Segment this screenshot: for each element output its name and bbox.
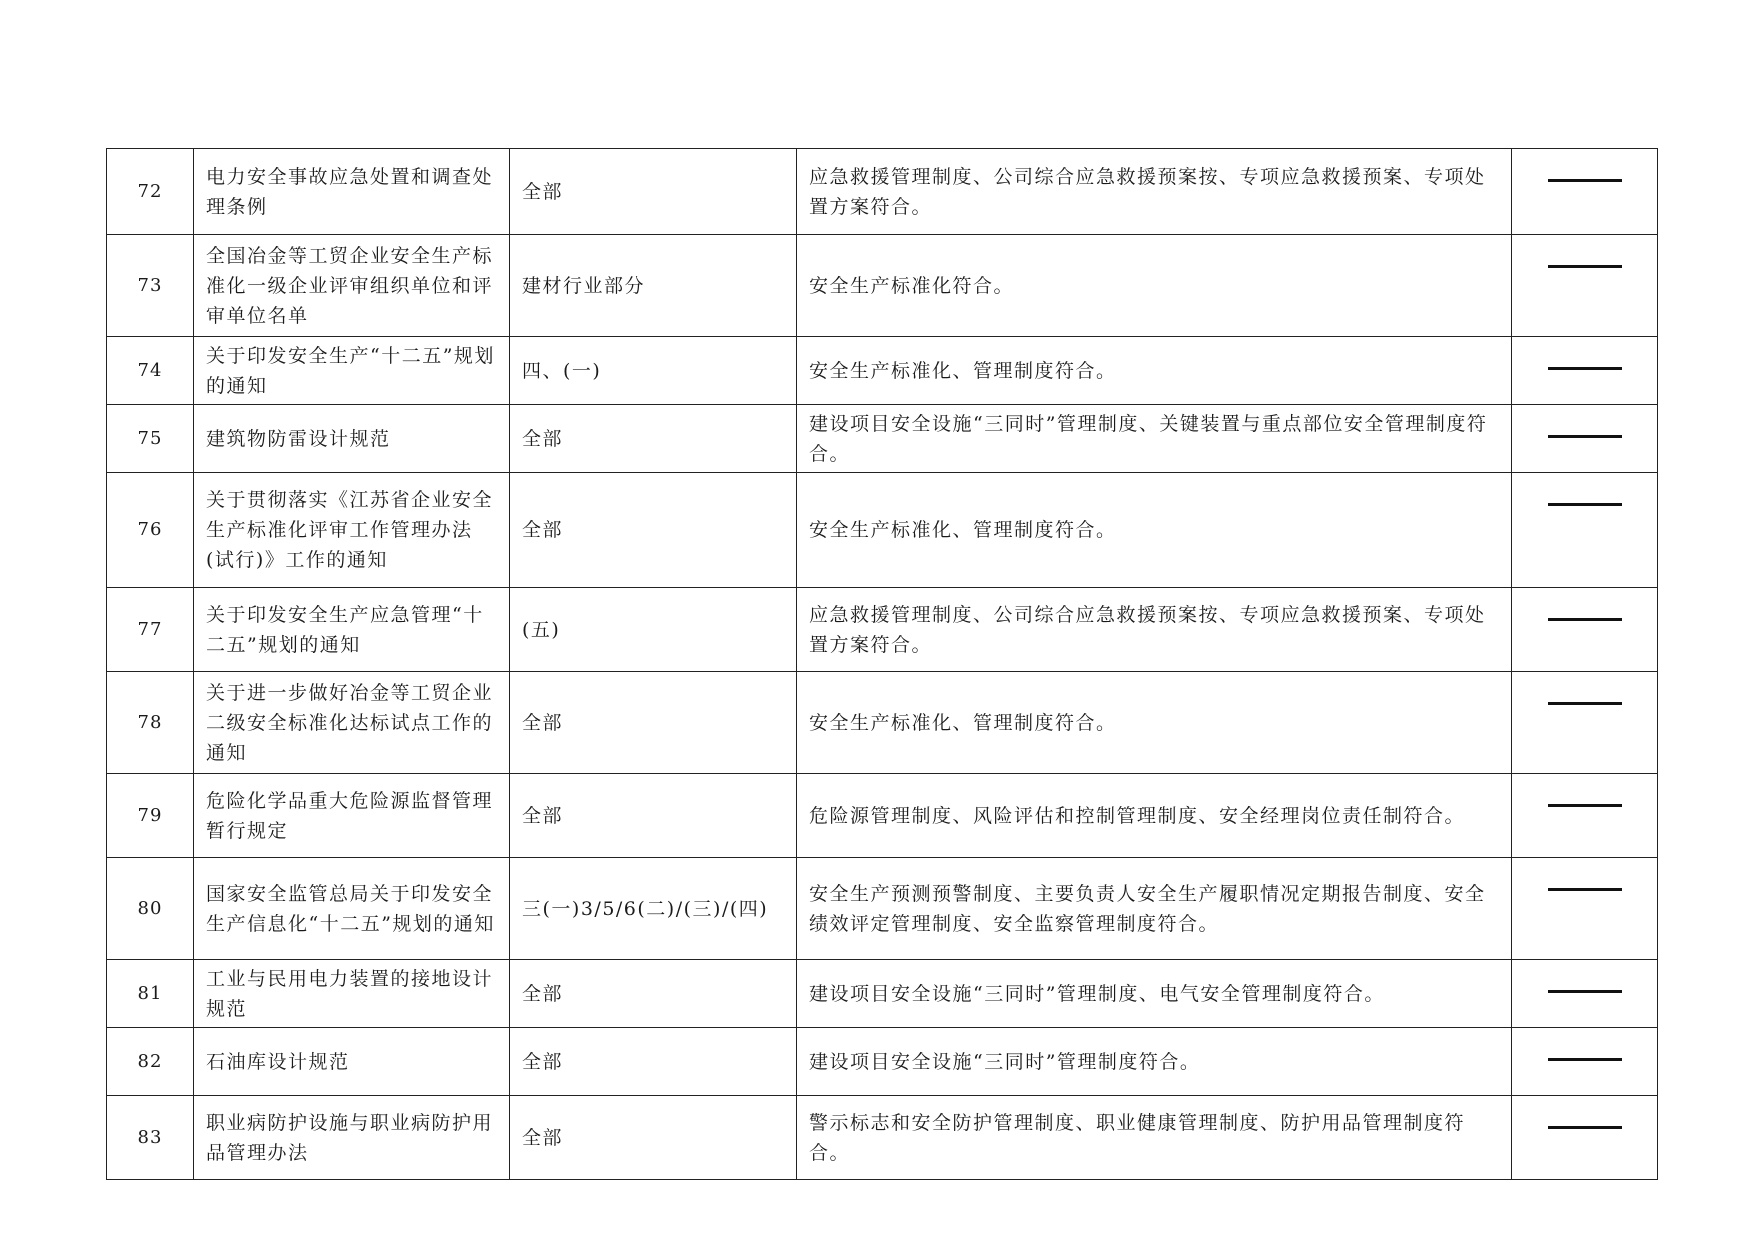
regulation-name-text: 关于进一步做好冶金等工贸企业二级安全标准化达标试点工作的通知 xyxy=(206,681,494,764)
row-number-text: 82 xyxy=(137,1050,163,1072)
remark-dash xyxy=(1548,265,1622,268)
regulation-name xyxy=(194,672,510,774)
compliance-basis xyxy=(797,960,1512,1028)
row-number-text: 73 xyxy=(137,274,163,296)
row-number xyxy=(107,473,194,588)
applicable-clause xyxy=(510,149,797,235)
row-number-text: 72 xyxy=(137,180,163,202)
applicable-clause xyxy=(510,473,797,588)
regulation-name xyxy=(194,774,510,858)
applicable-clause-text: 全部 xyxy=(522,180,564,203)
compliance-basis-text: 安全生产标准化、管理制度符合。 xyxy=(809,711,1117,734)
applicable-clause-text: 三(一)3/5/6(二)/(三)/(四) xyxy=(522,897,769,920)
applicable-clause-text: 全部 xyxy=(522,519,564,541)
remark-cell xyxy=(1512,588,1658,672)
compliance-basis xyxy=(797,337,1512,405)
compliance-basis-text: 建设项目安全设施“三同时”管理制度、关键装置与重点部位安全管理制度符合。 xyxy=(809,412,1488,465)
applicable-clause-text: (五) xyxy=(522,618,561,641)
table-row xyxy=(107,672,1658,774)
regulation-name-text: 国家安全监管总局关于印发安全生产信息化“十二五”规划的通知 xyxy=(206,882,495,935)
remark-dash xyxy=(1548,1058,1622,1061)
table-row xyxy=(107,774,1658,858)
regulation-name xyxy=(194,235,510,337)
row-number xyxy=(107,405,194,473)
remark-cell xyxy=(1512,774,1658,858)
row-number xyxy=(107,858,194,960)
regulation-name-text: 关于贯彻落实《江苏省企业安全生产标准化评审工作管理办法(试行)》工作的通知 xyxy=(206,489,494,571)
table-row xyxy=(107,588,1658,672)
applicable-clause-text: 全部 xyxy=(522,804,564,827)
regulation-name xyxy=(194,1096,510,1180)
regulation-name xyxy=(194,858,510,960)
applicable-clause-text: 全部 xyxy=(522,982,564,1005)
row-number xyxy=(107,1096,194,1180)
applicable-clause xyxy=(510,405,797,473)
row-number xyxy=(107,1028,194,1096)
applicable-clause-text: 建材行业部分 xyxy=(522,274,646,297)
row-number-text: 80 xyxy=(137,897,163,919)
compliance-basis-text: 安全生产预测预警制度、主要负责人安全生产履职情况定期报告制度、安全绩效评定管理制度、安全监察管理制度符合。 xyxy=(809,882,1486,935)
row-number-text: 74 xyxy=(137,359,163,381)
row-number-text: 77 xyxy=(137,618,163,640)
row-number xyxy=(107,960,194,1028)
remark-dash xyxy=(1548,435,1622,438)
remark-cell xyxy=(1512,235,1658,337)
remark-cell xyxy=(1512,672,1658,774)
compliance-basis-text: 安全生产标准化符合。 xyxy=(809,274,1015,297)
regulation-name xyxy=(194,1028,510,1096)
compliance-basis-text: 应急救援管理制度、公司综合应急救援预案按、专项应急救援预案、专项处置方案符合。 xyxy=(809,603,1486,656)
row-number xyxy=(107,672,194,774)
compliance-basis-text: 安全生产标准化、管理制度符合。 xyxy=(809,359,1117,382)
compliance-basis xyxy=(797,149,1512,235)
remark-dash xyxy=(1548,367,1622,370)
compliance-basis-text: 危险源管理制度、风险评估和控制管理制度、安全经理岗位责任制符合。 xyxy=(809,804,1466,827)
compliance-basis xyxy=(797,235,1512,337)
table-row xyxy=(107,337,1658,405)
applicable-clause xyxy=(510,1028,797,1096)
compliance-basis-text: 应急救援管理制度、公司综合应急救援预案按、专项应急救援预案、专项处置方案符合。 xyxy=(809,165,1486,218)
table-row xyxy=(107,473,1658,588)
table-row xyxy=(107,960,1658,1028)
remark-cell xyxy=(1512,1028,1658,1096)
regulation-name-text: 关于印发安全生产“十二五”规划的通知 xyxy=(206,344,495,397)
remark-cell xyxy=(1512,858,1658,960)
applicable-clause xyxy=(510,960,797,1028)
compliance-basis xyxy=(797,858,1512,960)
remark-dash xyxy=(1548,179,1622,182)
compliance-basis xyxy=(797,405,1512,473)
table-row xyxy=(107,1096,1658,1180)
remark-cell xyxy=(1512,149,1658,235)
applicable-clause xyxy=(510,858,797,960)
applicable-clause xyxy=(510,672,797,774)
applicable-clause xyxy=(510,235,797,337)
compliance-basis xyxy=(797,1096,1512,1180)
table-row xyxy=(107,235,1658,337)
applicable-clause-text: 全部 xyxy=(522,1050,564,1073)
regulation-name-text: 关于印发安全生产应急管理“十二五”规划的通知 xyxy=(206,603,484,656)
applicable-clause-text: 全部 xyxy=(522,427,564,450)
row-number xyxy=(107,588,194,672)
applicable-clause-text: 全部 xyxy=(522,1126,564,1149)
applicable-clause-text: 全部 xyxy=(522,711,564,734)
compliance-basis-text: 建设项目安全设施“三同时”管理制度、电气安全管理制度符合。 xyxy=(809,982,1385,1005)
remark-dash xyxy=(1548,702,1622,705)
row-number xyxy=(107,235,194,337)
regulation-compliance-table xyxy=(106,148,1658,1180)
row-number-text: 81 xyxy=(137,982,163,1004)
compliance-basis-text: 建设项目安全设施“三同时”管理制度符合。 xyxy=(809,1050,1201,1073)
applicable-clause xyxy=(510,1096,797,1180)
applicable-clause xyxy=(510,774,797,858)
compliance-basis xyxy=(797,672,1512,774)
remark-cell xyxy=(1512,1096,1658,1180)
compliance-basis xyxy=(797,774,1512,858)
regulation-name xyxy=(194,149,510,235)
compliance-basis xyxy=(797,1028,1512,1096)
regulation-name-text: 职业病防护设施与职业病防护用品管理办法 xyxy=(206,1111,494,1164)
regulation-name xyxy=(194,473,510,588)
regulation-name-text: 电力安全事故应急处置和调查处理条例 xyxy=(206,165,494,218)
compliance-basis xyxy=(797,473,1512,588)
table-body xyxy=(107,149,1658,1180)
regulation-name xyxy=(194,960,510,1028)
row-number-text: 78 xyxy=(137,711,163,733)
regulation-name-text: 建筑物防雷设计规范 xyxy=(206,427,391,450)
applicable-clause-text: 四、(一) xyxy=(522,359,602,382)
applicable-clause xyxy=(510,588,797,672)
table-row xyxy=(107,405,1658,473)
remark-cell xyxy=(1512,405,1658,473)
regulation-name xyxy=(194,405,510,473)
table-row xyxy=(107,858,1658,960)
remark-cell xyxy=(1512,337,1658,405)
regulation-name-text: 工业与民用电力装置的接地设计规范 xyxy=(206,967,494,1020)
row-number xyxy=(107,337,194,405)
remark-cell xyxy=(1512,960,1658,1028)
row-number xyxy=(107,149,194,235)
remark-dash xyxy=(1548,990,1622,993)
remark-dash xyxy=(1548,618,1622,621)
compliance-basis-text: 安全生产标准化、管理制度符合。 xyxy=(809,519,1117,541)
row-number-text: 79 xyxy=(137,804,163,826)
table-row xyxy=(107,1028,1658,1096)
regulation-name xyxy=(194,588,510,672)
regulation-name-text: 石油库设计规范 xyxy=(206,1050,350,1073)
regulation-name-text: 危险化学品重大危险源监督管理暂行规定 xyxy=(206,789,494,842)
row-number-text: 83 xyxy=(137,1126,163,1148)
row-number-text: 76 xyxy=(137,519,163,540)
remark-dash xyxy=(1548,503,1622,506)
row-number xyxy=(107,774,194,858)
row-number-text: 75 xyxy=(137,427,163,449)
regulation-name xyxy=(194,337,510,405)
remark-dash xyxy=(1548,804,1622,807)
compliance-basis xyxy=(797,588,1512,672)
applicable-clause xyxy=(510,337,797,405)
remark-cell xyxy=(1512,473,1658,588)
remark-dash xyxy=(1548,888,1622,891)
regulation-name-text: 全国冶金等工贸企业安全生产标准化一级企业评审组织单位和评审单位名单 xyxy=(206,244,494,327)
table-row xyxy=(107,149,1658,235)
compliance-basis-text: 警示标志和安全防护管理制度、职业健康管理制度、防护用品管理制度符合。 xyxy=(809,1111,1466,1164)
remark-dash xyxy=(1548,1126,1622,1129)
